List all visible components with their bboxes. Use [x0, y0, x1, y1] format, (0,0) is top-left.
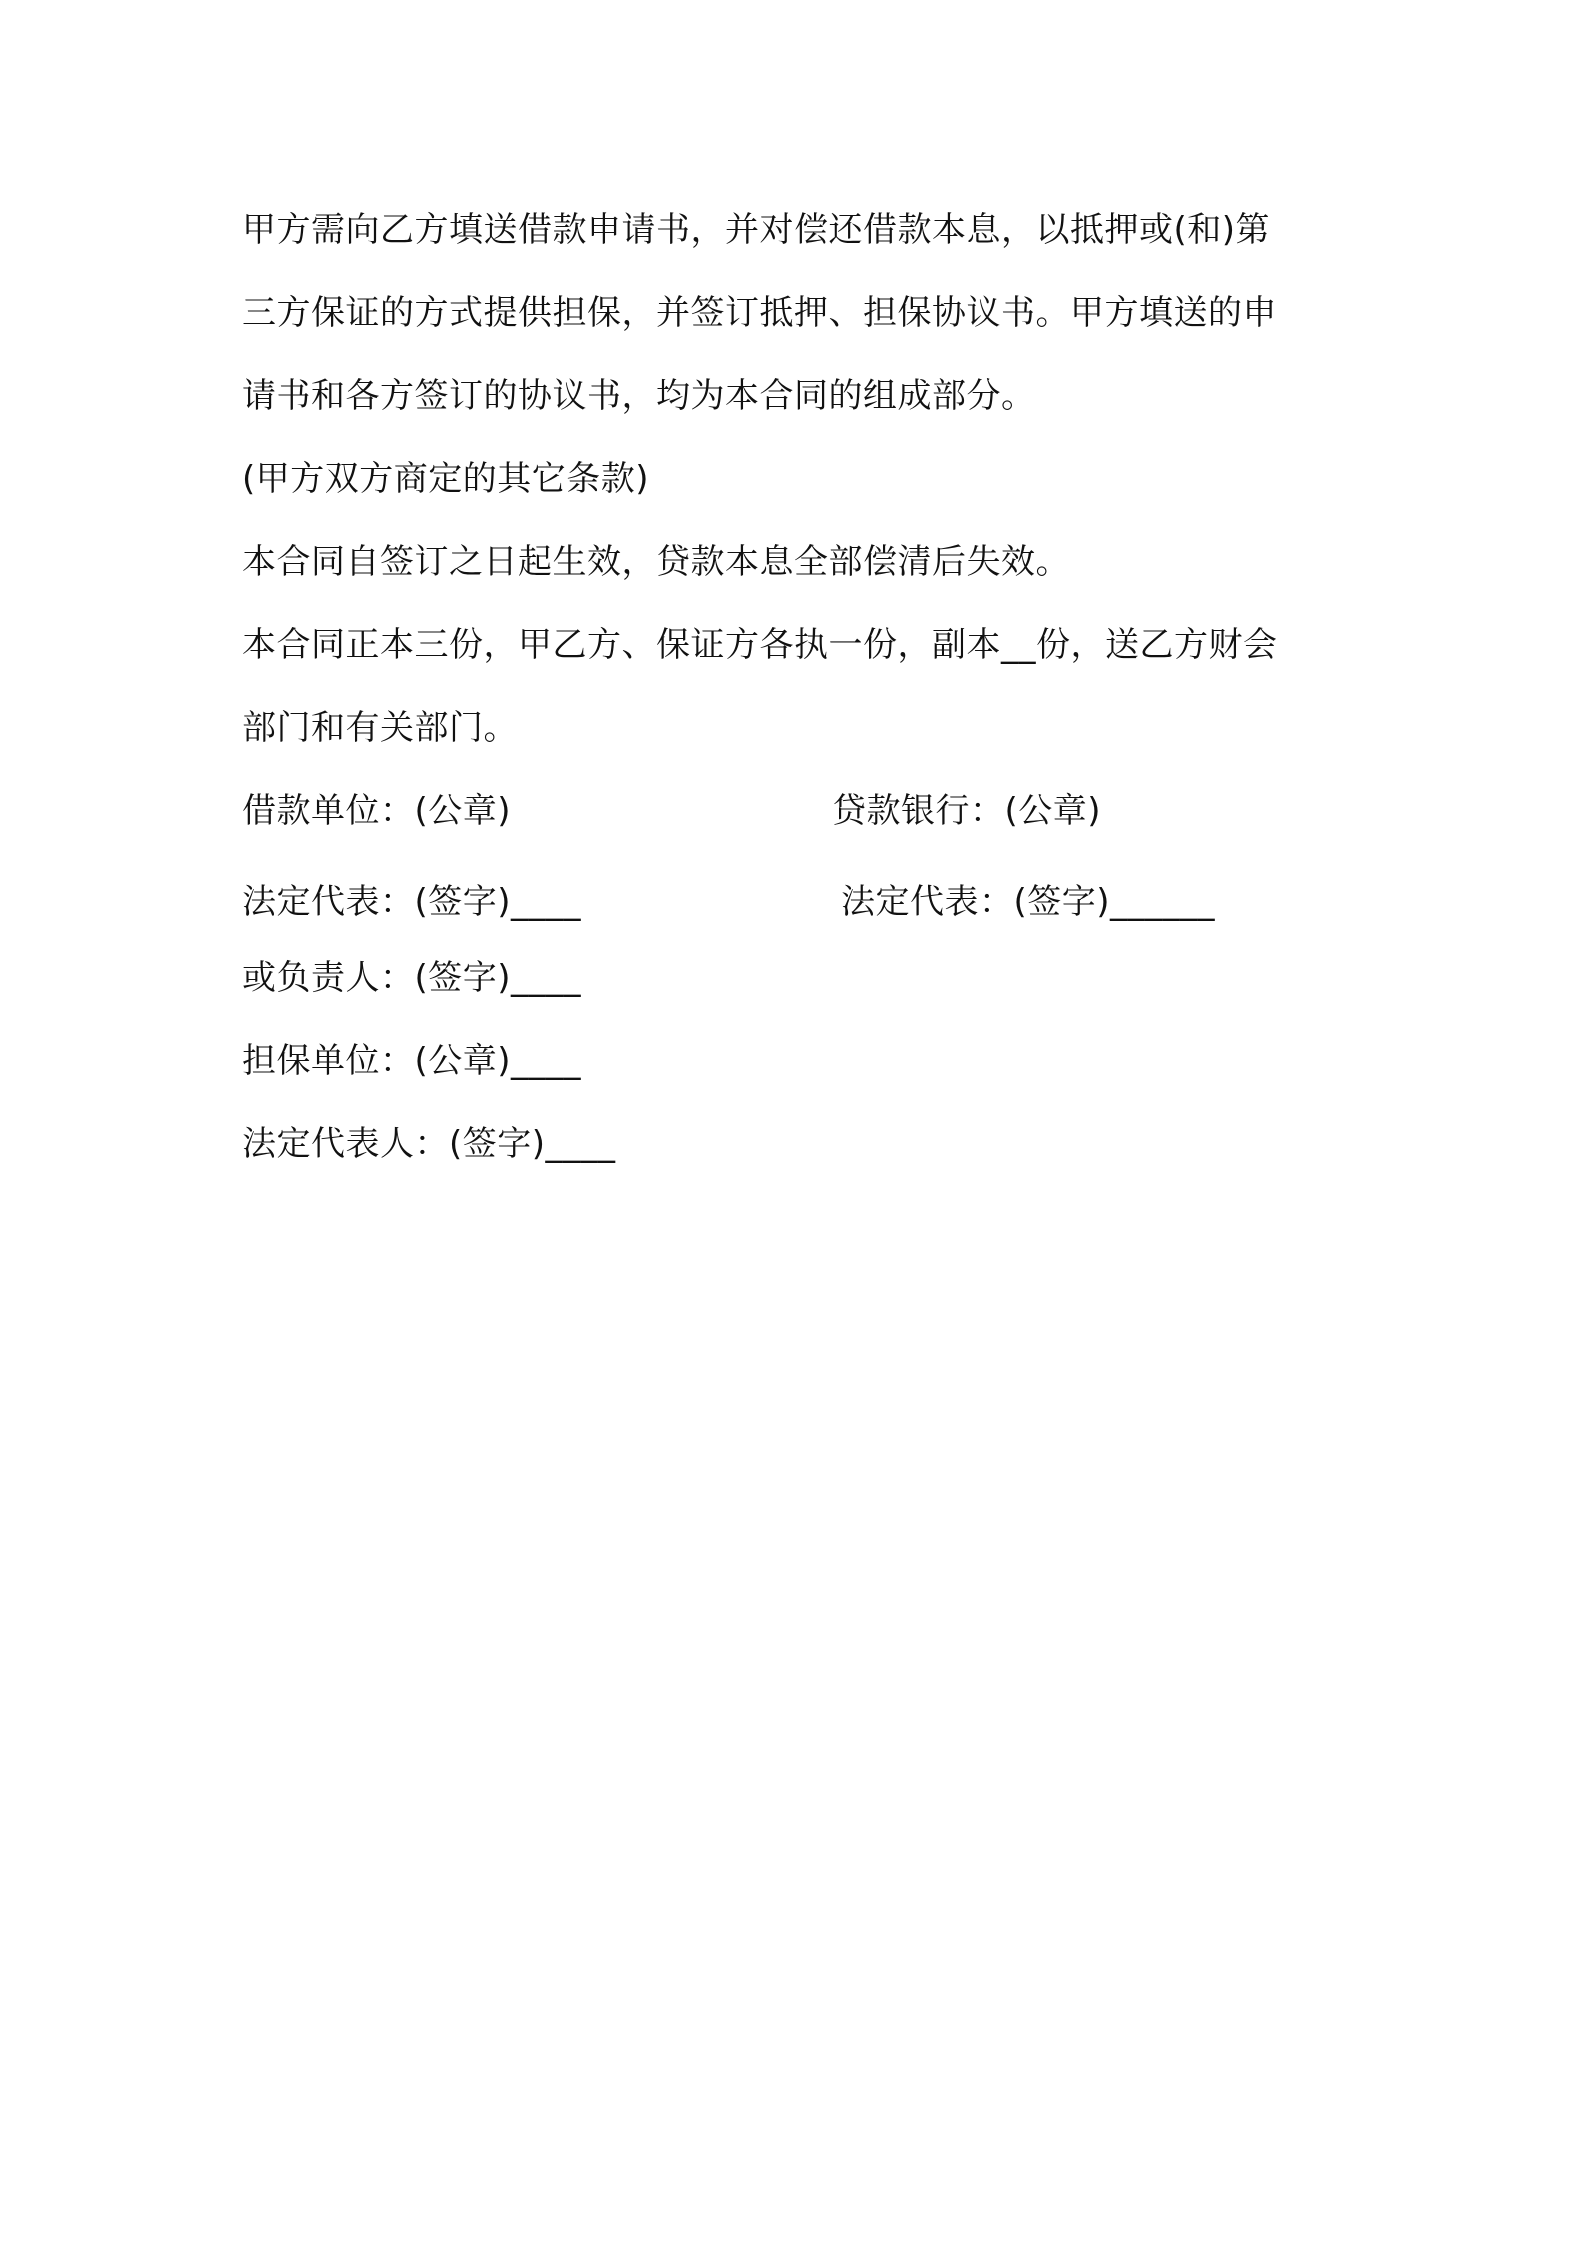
signature-legal-representative: 法定代表人：(签字)____ — [242, 1124, 616, 1164]
paragraph-line-3: 请书和各方签订的协议书，均为本合同的组成部分。 — [242, 376, 1036, 416]
signature-person-in-charge: 或负责人：(签字)____ — [242, 958, 582, 998]
paragraph-line-1: 甲方需向乙方填送借款申请书，并对偿还借款本息，以抵押或(和)第 — [242, 210, 1271, 250]
signature-borrower-unit: 借款单位：(公章) — [242, 791, 512, 831]
signature-lending-bank: 贷款银行：(公章) — [832, 791, 1102, 831]
paragraph-copies-line-1: 本合同正本三份，甲乙方、保证方各执一份，副本__份，送乙方财会 — [242, 625, 1278, 665]
signature-legal-rep-left: 法定代表：(签字)____ — [242, 882, 582, 922]
paragraph-copies-line-2: 部门和有关部门。 — [242, 708, 518, 748]
paragraph-other-terms: (甲方双方商定的其它条款) — [242, 459, 650, 499]
paragraph-line-2: 三方保证的方式提供担保，并签订抵押、担保协议书。甲方填送的申 — [242, 293, 1277, 333]
signature-guarantor-unit: 担保单位：(公章)____ — [242, 1041, 582, 1081]
paragraph-effective-date: 本合同自签订之日起生效，贷款本息全部偿清后失效。 — [242, 542, 1070, 582]
signature-legal-rep-right: 法定代表：(签字)______ — [841, 882, 1216, 922]
